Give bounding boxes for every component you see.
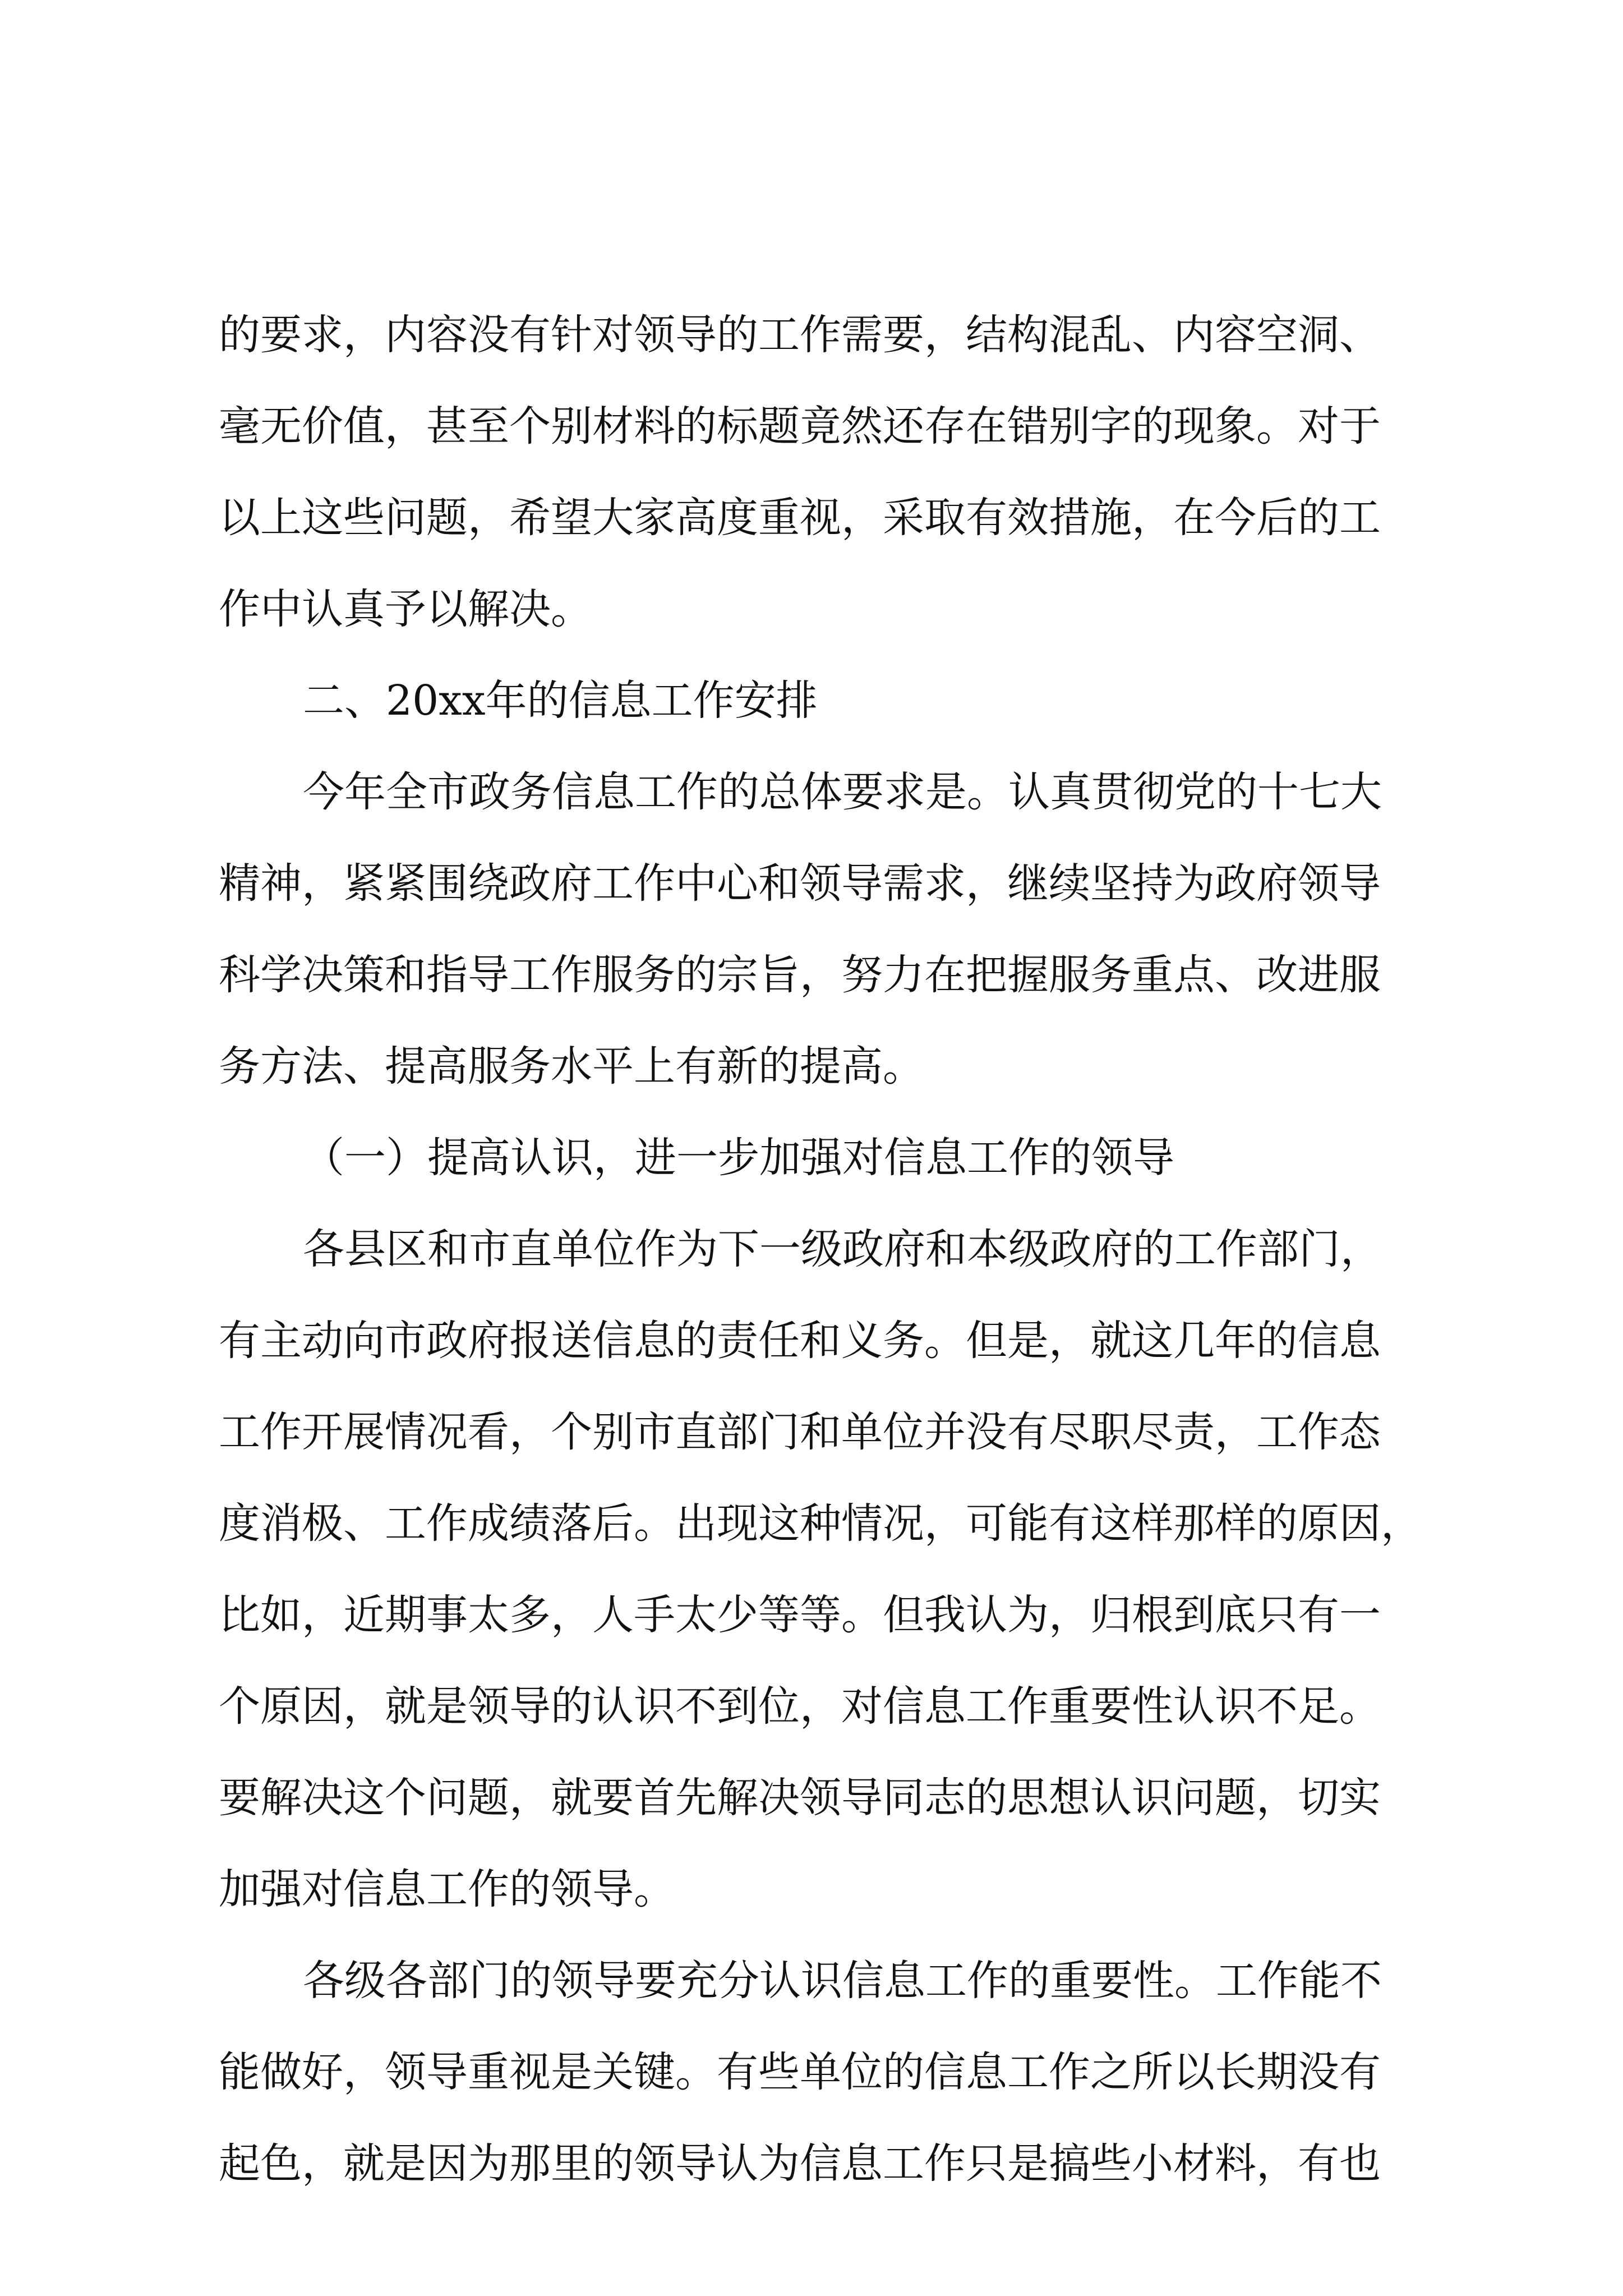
text-line: 精神，紧紧围绕政府工作中心和领导需求，继续坚持为政府领导 bbox=[219, 859, 1381, 908]
text-line: 工作开展情况看，个别市直部门和单位并没有尽职尽责，工作态 bbox=[219, 1408, 1381, 1456]
text-line: 的要求，内容没有针对领导的工作需要，结构混乱、内容空洞、 bbox=[219, 311, 1381, 359]
text-line: 各县区和市直单位作为下一级政府和本级政府的工作部门， bbox=[303, 1225, 1382, 1273]
text-line: 加强对信息工作的领导。 bbox=[219, 1865, 675, 1913]
text-line: 有主动向市政府报送信息的责任和义务。但是，就这几年的信息 bbox=[219, 1317, 1381, 1365]
section-heading: 二、20xx年的信息工作安排 bbox=[303, 677, 818, 725]
text-line: 毫无价值，甚至个别材料的标题竟然还存在错别字的现象。对于 bbox=[219, 402, 1381, 450]
text-line: 各级各部门的领导要充分认识信息工作的重要性。工作能不 bbox=[303, 1957, 1382, 2005]
text-line: 科学决策和指导工作服务的宗旨，努力在把握服务重点、改进服 bbox=[219, 951, 1381, 999]
text-line: 务方法、提高服务水平上有新的提高。 bbox=[219, 1042, 924, 1091]
text-line: 度消极、工作成绩落后。出现这种情况，可能有这样那样的原因， bbox=[219, 1499, 1422, 1548]
text-line: 今年全市政务信息工作的总体要求是。认真贯彻党的十七大 bbox=[303, 768, 1382, 816]
text-line: 个原因，就是领导的认识不到位，对信息工作重要性认识不足。 bbox=[219, 1682, 1381, 1731]
text-line: 作中认真予以解决。 bbox=[219, 585, 592, 633]
subsection-heading: （一）提高认识，进一步加强对信息工作的领导 bbox=[303, 1134, 1174, 1182]
text-line: 起色，就是因为那里的领导认为信息工作只是搞些小材料，有也 bbox=[219, 2139, 1381, 2188]
text-line: 要解决这个问题，就要首先解决领导同志的思想认识问题，切实 bbox=[219, 1774, 1381, 1822]
text-line: 能做好，领导重视是关键。有些单位的信息工作之所以长期没有 bbox=[219, 2048, 1381, 2096]
text-line: 比如，近期事太多，人手太少等等。但我认为，归根到底只有一 bbox=[219, 1591, 1381, 1639]
text-line: 以上这些问题，希望大家高度重视，采取有效措施，在今后的工 bbox=[219, 494, 1381, 542]
